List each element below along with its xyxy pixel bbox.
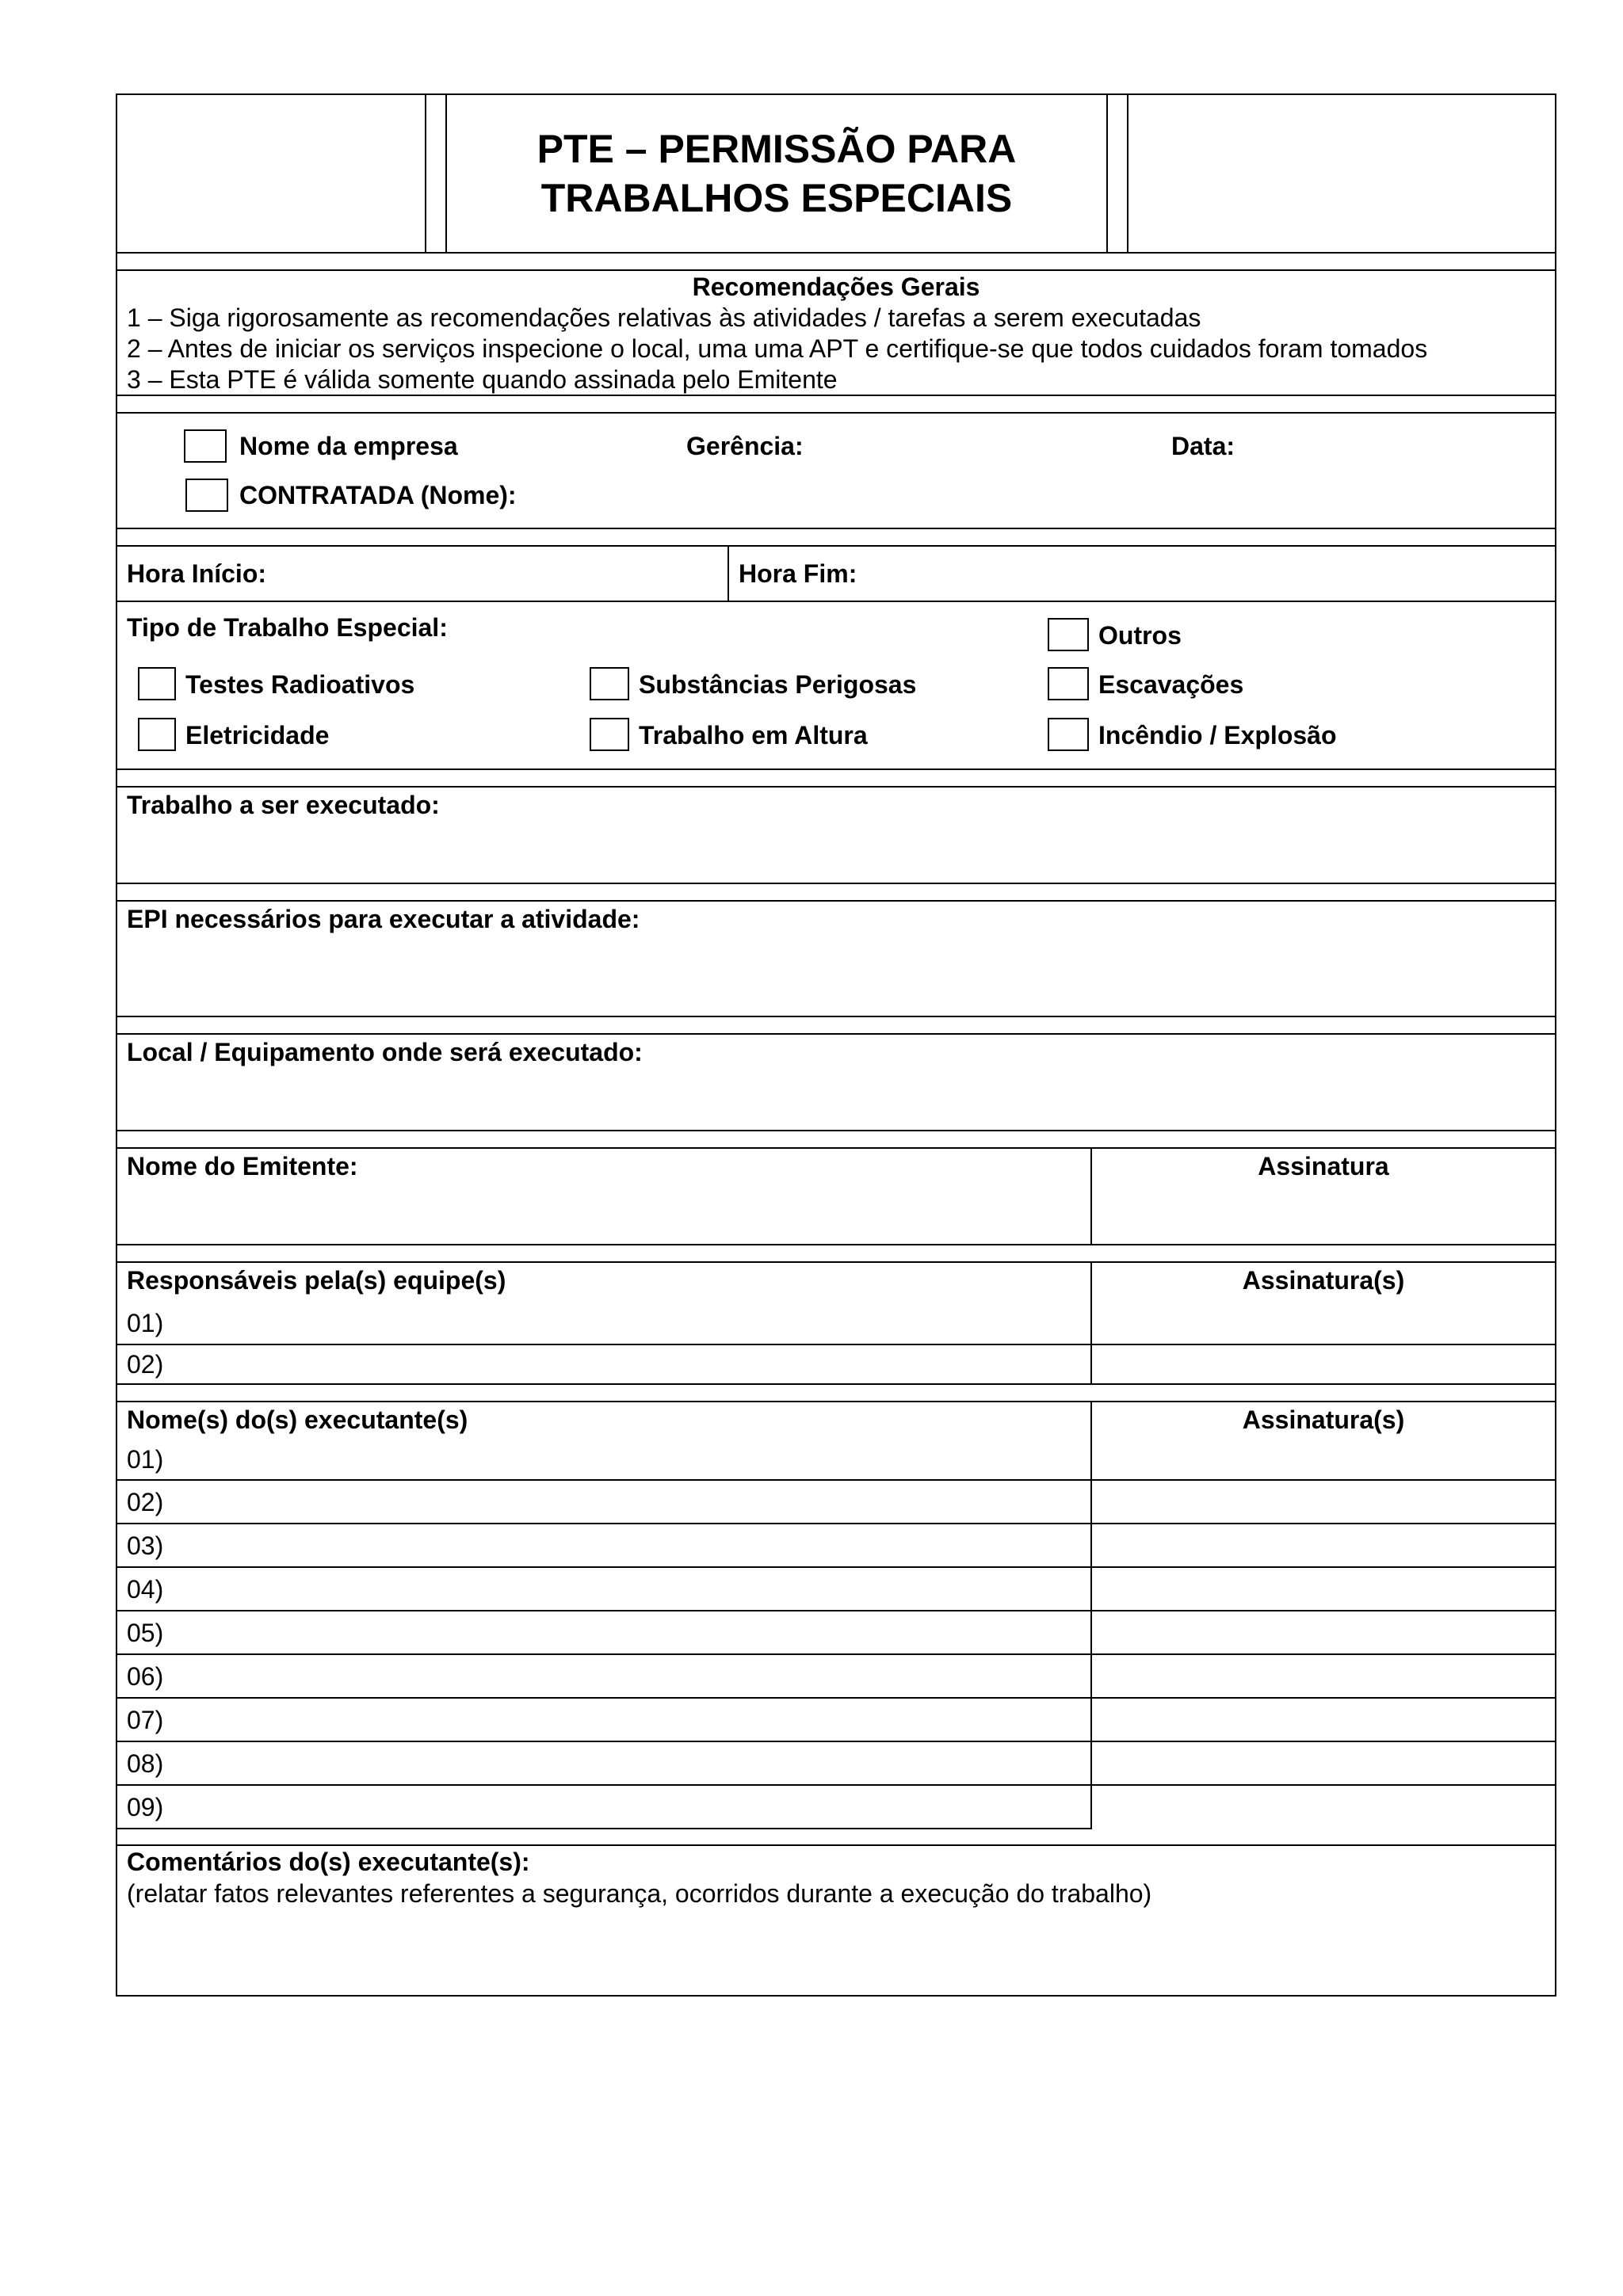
emitente-section [116,1147,1556,1245]
comentarios-field[interactable] [116,1844,1556,1997]
eletricidade-label: Eletricidade [185,721,330,749]
recomendacao-1: 1 – Siga rigorosamente as recomendações relativas às atividades / tarefas a serem executadas [127,303,1201,332]
outros-checkbox[interactable] [1048,618,1089,651]
executante-row: 02) [117,1479,1555,1523]
tipo-trabalho-section [116,602,1556,770]
escavacoes-label: Escavações [1098,670,1244,699]
local-equipamento-field[interactable] [116,1033,1556,1131]
title-line-2: TRABALHOS ESPECIAIS [540,176,1013,220]
title-area [447,95,1108,252]
recomendacao-3: 3 – Esta PTE é válida somente quando assinada pelo Emitente [127,365,838,394]
trabalho-executado-field[interactable] [116,786,1556,884]
recomendacoes-section [116,269,1556,396]
trabalho-altura-checkbox[interactable] [590,718,629,751]
responsaveis-assinatura-cell[interactable] [1092,1263,1555,1344]
eletricidade-checkbox[interactable] [138,718,176,751]
responsavel-row-02[interactable]: 02) [117,1345,1092,1383]
responsavel-assinatura-02[interactable] [1092,1345,1555,1383]
executante-row: 08) [117,1741,1555,1784]
local-equipamento-label: Local / Equipamento onde será executado: [127,1038,643,1066]
responsavel-row-01[interactable]: 01) [127,1309,164,1337]
executante-row: 07) [117,1697,1555,1741]
executantes-assinatura-cell[interactable] [1092,1402,1555,1479]
substancias-perigosas-label: Substâncias Perigosas [639,670,917,699]
responsaveis-section [116,1261,1556,1385]
title-line-1: PTE – PERMISSÃO PARA [537,127,1017,171]
empresa-section [116,412,1556,529]
hora-fim-label: Hora Fim: [739,559,857,588]
epi-label: EPI necessários para executar a atividade: [127,905,640,933]
executantes-assinatura-label: Assinatura(s) [1242,1405,1405,1434]
escavacoes-checkbox[interactable] [1048,667,1089,700]
executante-row: 04) [117,1566,1555,1610]
incendio-explosao-label: Incêndio / Explosão [1098,721,1337,749]
executante-row: 05) [117,1610,1555,1653]
tipo-trabalho-label: Tipo de Trabalho Especial: [127,613,448,642]
executantes-label: Nome(s) do(s) executante(s) [127,1405,468,1434]
logo-area [117,95,426,252]
form-header [116,93,1556,254]
gerencia-label: Gerência: [686,432,804,460]
nome-empresa-label: Nome da empresa [239,432,458,460]
responsaveis-assinatura-label: Assinatura(s) [1242,1266,1405,1295]
hora-section [116,545,1556,602]
comentarios-hint: (relatar fatos relevantes referentes a segurança, ocorridos durante a execução do trabalho) [127,1879,1152,1908]
code-area [1128,95,1555,252]
emitente-nome-field[interactable] [117,1149,1092,1244]
executante-row: 06) [117,1653,1555,1697]
contratada-label: CONTRATADA (Nome): [239,481,517,509]
outros-label: Outros [1098,621,1182,650]
comentarios-label: Comentários do(s) executante(s): [127,1848,530,1876]
pte-form [116,93,1556,1997]
incendio-explosao-checkbox[interactable] [1048,718,1089,751]
executante-row: 09) [117,1784,1555,1829]
testes-radioativos-checkbox[interactable] [138,667,176,700]
executantes-section [116,1401,1556,1844]
hora-fim-field[interactable] [729,547,1555,601]
recomendacoes-heading: Recomendações Gerais [692,273,980,301]
emitente-label: Nome do Emitente: [127,1152,358,1180]
emitente-assinatura-label: Assinatura [1258,1152,1389,1180]
nome-empresa-checkbox[interactable] [184,429,227,463]
substancias-perigosas-checkbox[interactable] [590,667,629,700]
trabalho-altura-label: Trabalho em Altura [639,721,868,749]
hora-inicio-label: Hora Início: [127,559,267,588]
recomendacao-2: 2 – Antes de iniciar os serviços inspecione o local, uma uma APT e certifique-se que todos cuidados foram tomados [127,334,1428,363]
epi-field[interactable] [116,900,1556,1017]
contratada-checkbox[interactable] [185,479,228,512]
testes-radioativos-label: Testes Radioativos [185,670,415,699]
data-label: Data: [1171,432,1235,460]
trabalho-executado-label: Trabalho a ser executado: [127,791,440,819]
responsavel-row [117,1344,1555,1383]
emitente-assinatura-field[interactable] [1092,1149,1555,1244]
responsaveis-label: Responsáveis pela(s) equipe(s) [127,1266,506,1295]
hora-inicio-field[interactable] [117,547,729,601]
executante-row: 03) [117,1523,1555,1566]
executante-row-01[interactable]: 01) [127,1445,164,1474]
